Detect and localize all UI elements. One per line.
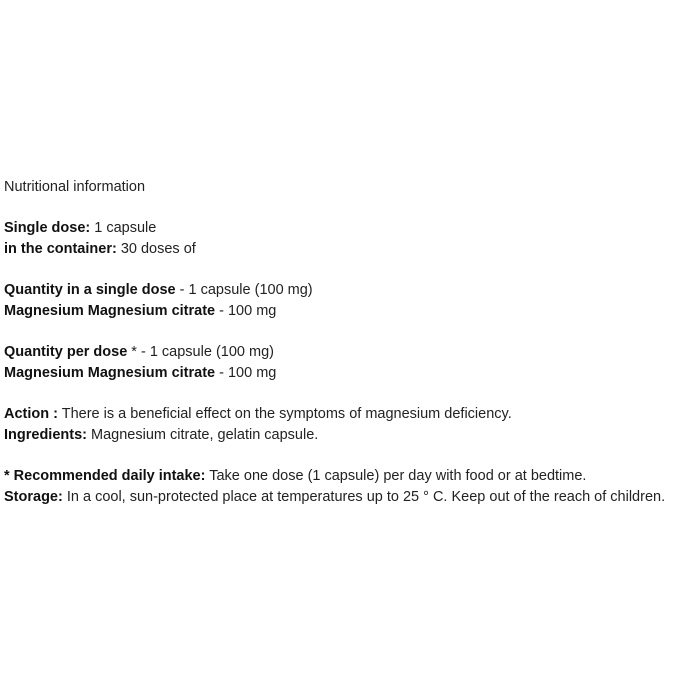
single-dose-label: Single dose: bbox=[4, 220, 91, 236]
recommended-intake-label: * Recommended daily intake: bbox=[4, 468, 206, 484]
magnesium-row bbox=[4, 301, 698, 322]
storage-row bbox=[4, 487, 698, 508]
quantity-single-dose-row bbox=[4, 280, 698, 301]
container-row bbox=[4, 239, 698, 260]
single-dose-row bbox=[4, 218, 698, 239]
magnesium-row bbox=[4, 363, 698, 384]
magnesium-value: - 100 mg bbox=[215, 365, 277, 381]
quantity-single-dose-label: Quantity in a single dose bbox=[4, 282, 176, 298]
section-heading: Nutritional information bbox=[4, 179, 146, 195]
storage-label: Storage: bbox=[4, 489, 63, 505]
action-value: There is a beneficial effect on the symptoms of magnesium deficiency. bbox=[57, 406, 512, 422]
nutrition-info bbox=[4, 177, 698, 508]
magnesium-label: Magnesium Magnesium citrate bbox=[4, 303, 216, 319]
recommended-intake-value: Take one dose (1 capsule) per day with food or at bedtime. bbox=[205, 468, 587, 484]
spacer bbox=[4, 384, 698, 404]
storage-value: In a cool, sun-protected place at temperatures up to 25 ° C. Keep out of the reach of children. bbox=[62, 489, 666, 505]
ingredients-row bbox=[4, 425, 698, 446]
container-label: in the container: bbox=[4, 241, 117, 257]
quantity-single-dose-value: - 1 capsule (100 mg) bbox=[175, 282, 313, 298]
magnesium-label: Magnesium Magnesium citrate bbox=[4, 365, 216, 381]
quantity-per-dose-value: * - 1 capsule (100 mg) bbox=[127, 344, 274, 360]
action-label: Action : bbox=[4, 406, 58, 422]
action-row bbox=[4, 404, 698, 425]
spacer bbox=[4, 446, 698, 466]
quantity-per-dose-row bbox=[4, 342, 698, 363]
single-dose-value: 1 capsule bbox=[90, 220, 157, 236]
container-value: 30 doses of bbox=[116, 241, 196, 257]
quantity-per-dose-label: Quantity per dose bbox=[4, 344, 128, 360]
spacer bbox=[4, 260, 698, 280]
magnesium-value: - 100 mg bbox=[215, 303, 277, 319]
spacer bbox=[4, 322, 698, 342]
recommended-intake-row bbox=[4, 466, 698, 487]
ingredients-label: Ingredients: bbox=[4, 427, 87, 443]
spacer bbox=[4, 198, 698, 218]
ingredients-value: Magnesium citrate, gelatin capsule. bbox=[86, 427, 319, 443]
